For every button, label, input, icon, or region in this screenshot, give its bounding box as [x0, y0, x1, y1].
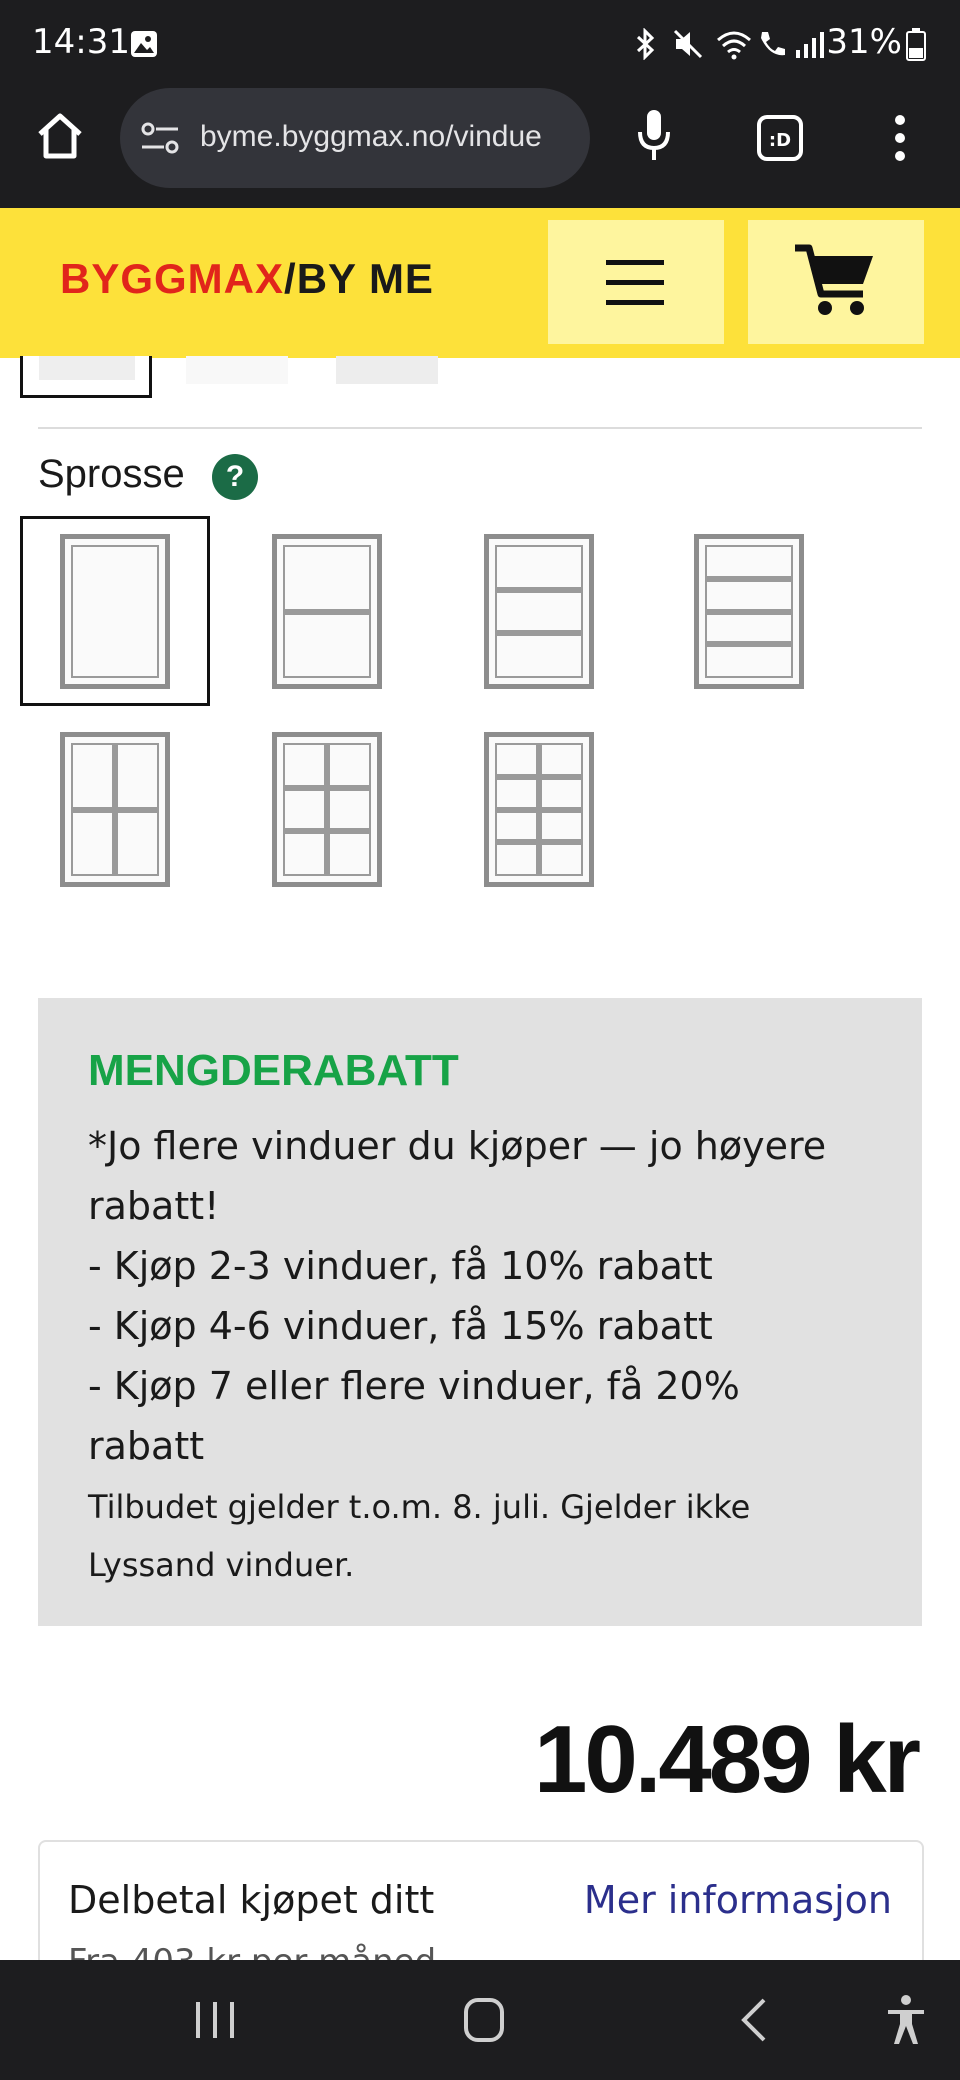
window-sprosse-icon — [60, 732, 170, 887]
product-price: 10.489 kr — [533, 1706, 918, 1813]
window-sprosse-icon — [484, 534, 594, 689]
byggmax-logo[interactable] — [60, 255, 434, 303]
promo-text: - Kjøp 2-3 vinduer, få 10% rabatt — [88, 1244, 713, 1288]
promo-note: Lyssand vinduer. — [88, 1546, 355, 1584]
wifi-call-icon — [756, 28, 788, 60]
sprosse-option-1h-1v[interactable] — [20, 714, 210, 904]
image-notification-icon — [130, 30, 158, 58]
help-icon[interactable]: ? — [212, 454, 258, 500]
home-nav-icon[interactable] — [462, 1996, 506, 2044]
promo-title: MENGDERABATT — [88, 1046, 459, 1095]
logo-text-byggmax: BYGGMAX — [60, 255, 285, 302]
cart-button[interactable] — [748, 220, 924, 344]
more-options-icon[interactable] — [890, 112, 910, 164]
tabs-icon[interactable] — [756, 114, 804, 162]
window-sprosse-icon — [272, 732, 382, 887]
sprosse-option-1-horizontal[interactable] — [232, 516, 422, 706]
logo-text-byme: BY ME — [296, 255, 434, 302]
wifi-icon — [714, 28, 754, 60]
logo-separator: / — [284, 255, 297, 302]
svg-text::D: :D — [768, 130, 792, 151]
promo-text: - Kjøp 7 eller flere vinduer, få 20% — [88, 1364, 740, 1408]
recent-apps-icon[interactable] — [194, 1998, 236, 2042]
battery-icon — [906, 28, 926, 62]
accessibility-icon[interactable] — [884, 1994, 928, 2046]
promo-text: *Jo flere vinduer du kjøper — jo høyere — [88, 1124, 827, 1168]
window-sprosse-icon — [484, 732, 594, 887]
sprosse-option-no-bars[interactable] — [20, 516, 210, 706]
promo-note: Tilbudet gjelder t.o.m. 8. juli. Gjelder ikke — [88, 1488, 751, 1526]
home-icon[interactable] — [34, 110, 86, 162]
back-icon[interactable] — [738, 1996, 770, 2044]
signal-icon — [794, 28, 824, 60]
hamburger-icon — [606, 258, 666, 308]
more-info-link[interactable]: Mer informasjon — [583, 1878, 892, 1922]
color-swatch-selected[interactable] — [20, 356, 152, 398]
menu-button[interactable] — [548, 220, 724, 344]
promo-text: rabatt! — [88, 1184, 220, 1228]
window-sprosse-icon — [272, 534, 382, 689]
window-sprosse-icon — [60, 534, 170, 689]
battery-percent: 31% — [826, 22, 902, 62]
bluetooth-icon — [632, 28, 660, 60]
microphone-icon[interactable] — [634, 108, 674, 164]
site-settings-icon[interactable] — [140, 120, 180, 156]
color-swatch[interactable] — [186, 356, 288, 384]
url-text[interactable]: byme.byggmax.no/vindue — [200, 120, 542, 153]
status-time: 14:31 — [32, 22, 130, 62]
promo-text: - Kjøp 4-6 vinduer, få 15% rabatt — [88, 1304, 713, 1348]
window-sprosse-icon — [694, 534, 804, 689]
cart-icon — [793, 242, 877, 322]
promo-text: rabatt — [88, 1424, 205, 1468]
sprosse-option-3-horizontal[interactable] — [654, 516, 844, 706]
sprosse-option-3h-1v[interactable] — [444, 714, 634, 904]
color-swatch[interactable] — [336, 356, 438, 384]
sprosse-label: Sprosse — [38, 452, 185, 496]
divider — [38, 427, 922, 429]
sprosse-option-2-horizontal[interactable] — [444, 516, 634, 706]
mute-icon — [672, 28, 704, 60]
sprosse-option-2h-1v[interactable] — [232, 714, 422, 904]
financing-title: Delbetal kjøpet ditt — [68, 1878, 435, 1922]
